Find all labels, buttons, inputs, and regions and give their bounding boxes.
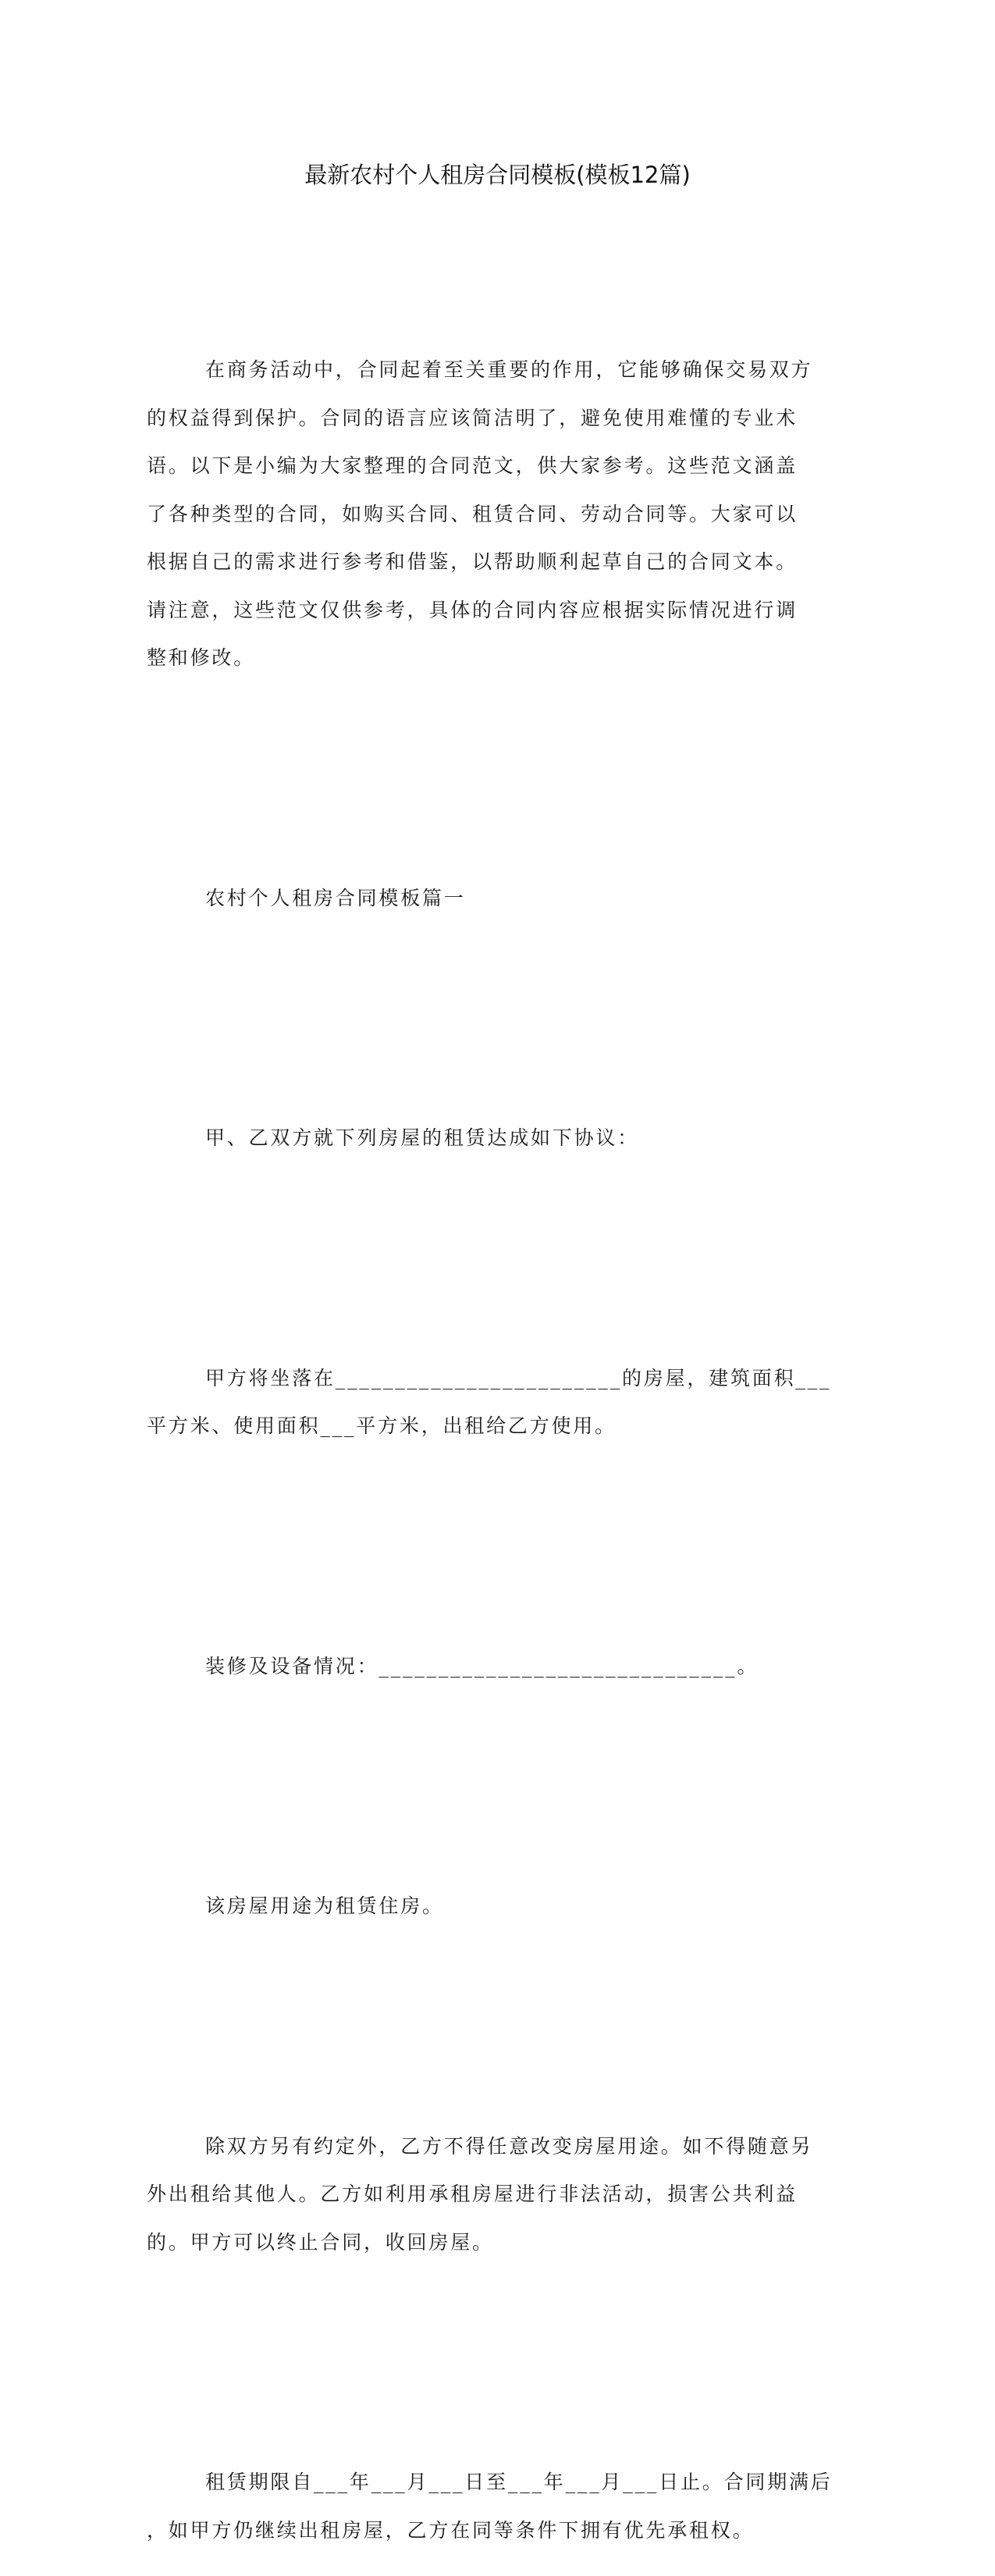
text-line: 请注意，这些范文仅供参考，具体的合同内容应根据实际情况进行调 [147,598,798,621]
text-line: 平方米、使用面积___平方米，出租给乙方使用。 [147,1414,617,1437]
paragraph-restrictions [147,2026,849,2363]
text-line: 在商务活动中，合同起着至关重要的作用，它能够确保交易双方 [205,358,813,381]
text-line: 装修及设备情况：______________________________。 [205,1654,759,1678]
text-line: 的。甲方可以终止合同，收回房屋。 [147,2230,494,2254]
text-line: 除双方另有约定外，乙方不得任意改变房屋用途。如不得随意另 [205,2134,813,2158]
paragraph-lease-term [147,2362,849,2576]
text-line: 整和修改。 [147,646,256,669]
text-line: 了各种类型的合同，如购买合同、租赁合同、劳动合同等。大家可以 [147,502,798,525]
text-line: 根据自己的需求进行参考和借鉴，以帮助顺利起草自己的合同文本。 [147,550,798,573]
text-line: 语。以下是小编为大家整理的合同范文，供大家参考。这些范文涵盖 [147,454,798,477]
section-heading [147,778,849,1019]
paragraph-intro [147,250,849,778]
text-line: 该房屋用途为租赁住房。 [205,1895,444,1917]
text-line: ，如甲方仍继续出租房屋，乙方在同等条件下拥有优先承租权。 [147,2518,755,2542]
text-line: 租赁期限自___年___月___日至___年___月___日止。合同期满后 [205,2471,833,2493]
document-body [147,250,849,2576]
text-line: 甲方将坐落在________________________的房屋，建筑面积___ [205,1366,832,1389]
paragraph-agreement [147,1018,849,1258]
text-line: 的权益得到保护。合同的语言应该简洁明了，避免使用难懂的专业术 [147,406,798,429]
document-title: 最新农村个人租房合同模板(模板12篇) [304,162,691,188]
text-line: 甲、乙双方就下列房屋的租赁达成如下协议： [205,1126,640,1149]
paragraph-decoration [147,1546,849,1787]
paragraph-usage [147,1786,849,2026]
paragraph-property-location [147,1258,849,1546]
text-line: 农村个人租房合同模板篇一 [205,886,466,909]
text-line: 外出租给其他人。乙方如利用承租房屋进行非法活动，损害公共利益 [147,2183,798,2205]
